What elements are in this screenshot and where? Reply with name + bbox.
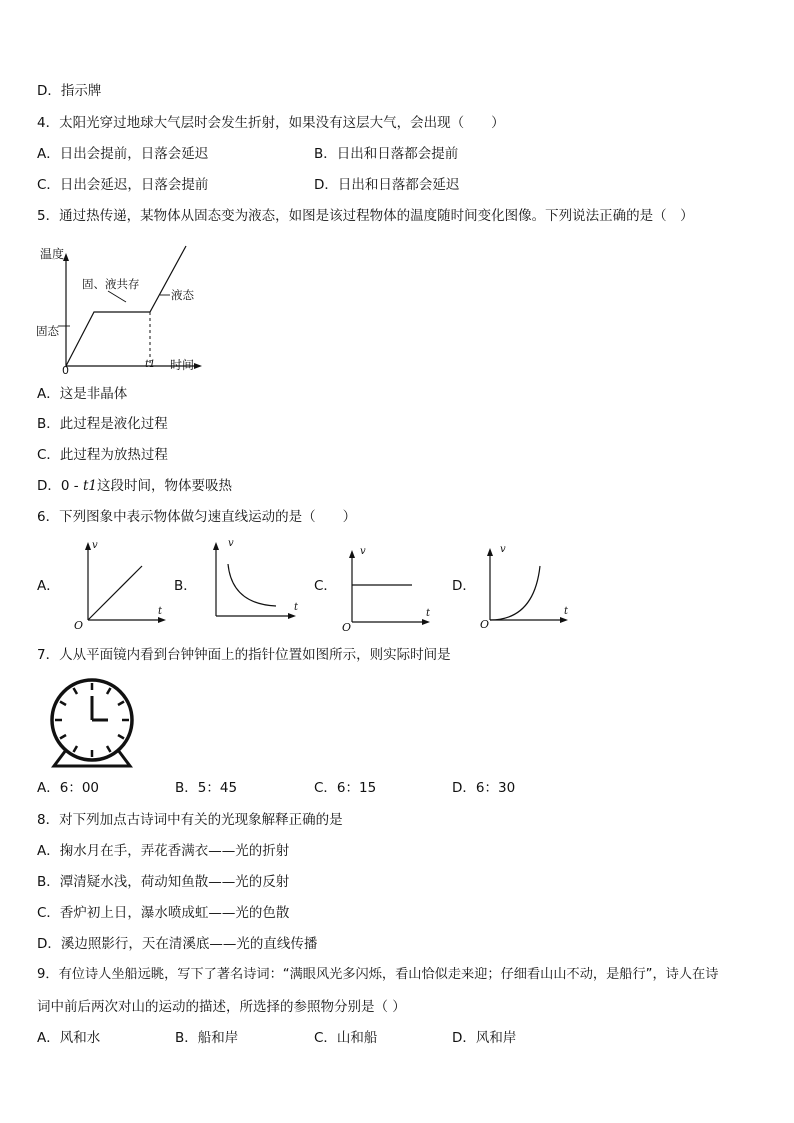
q6-label-b: B． (174, 578, 197, 594)
q5-option-d-t1: t1 (82, 478, 97, 494)
q6-graph-a-v: v (92, 540, 98, 551)
q6-graph-b (198, 534, 304, 630)
q8-stem: 8．对下列加点古诗词中有关的光现象解释正确的是 (37, 812, 343, 828)
q5-t1-label: t1 (145, 359, 156, 370)
q6-graph-d (478, 540, 578, 632)
q5-option-c: C．此过程为放热过程 (37, 447, 168, 463)
q4-option-a: A．日出会提前，日落会延迟 (37, 146, 209, 162)
q5-option-b: B．此过程是液化过程 (37, 416, 168, 432)
q6-graph-c-v: v (360, 546, 366, 557)
q6-graph-b-curve (228, 564, 276, 606)
q4-option-b: B．日出和日落都会提前 (314, 146, 459, 162)
q4-option-d: D．日出和日落都会延迟 (314, 177, 460, 193)
q6-graph-d-v: v (500, 544, 506, 555)
q5-option-d (37, 477, 232, 495)
q6-graph-a (64, 536, 170, 632)
q6-label-c: C． (314, 578, 337, 594)
q8-option-c: C．香炉初上日，瀑水喷成虹——光的色散 (37, 905, 290, 921)
q6-graph-a-o: O (74, 619, 84, 632)
q6-graph-b-v: v (228, 538, 234, 549)
q5-option-d-prefix: D．0 - (37, 478, 83, 494)
q6-graph-d-o: O (480, 618, 490, 631)
q5-stem: 5．通过热传递，某物体从固态变为液态，如图是该过程物体的温度随时间变化图像。下列说法正确的是（ ） (37, 208, 694, 224)
q6-graph-c (340, 542, 440, 634)
q5-solid-label: 固态 (36, 324, 59, 338)
q5-x-axis-arrow (194, 363, 202, 369)
q7-option-c: C．6：15 (314, 780, 377, 796)
q8-option-a: A．掬水月在手，弄花香满衣——光的折射 (37, 843, 290, 859)
q6-graph-c-t: t (426, 608, 431, 619)
q9-stem-line-2: 词中前后两次对山的运动的描述，所选择的参照物分别是（ ） (37, 999, 406, 1015)
q5-option-a: A．这是非晶体 (37, 386, 128, 402)
q6-graph-b-t: t (294, 602, 299, 613)
q6-label-d: D． (452, 578, 476, 594)
q7-option-d: D．6：30 (452, 780, 516, 796)
q9-option-a: A．风和水 (37, 1030, 101, 1046)
q5-ylabel: 温度 (40, 247, 65, 261)
q6-stem: 6．下列图象中表示物体做匀速直线运动的是（ ） (37, 509, 357, 525)
q7-stem: 7．人从平面镜内看到台钟钟面上的指针位置如图所示，则实际时间是 (37, 647, 451, 663)
q7-option-b: B．5：45 (175, 780, 238, 796)
q9-stem-line-1: 9．有位诗人坐船远眺，写下了著名诗词：“满眼风光多闪烁，看山恰似走来迎；仔细看山山不动，是船行”，诗人在诗 (37, 967, 719, 982)
q5-temperature-time-graph (36, 238, 211, 376)
q6-graph-a-t: t (158, 606, 163, 617)
q9-option-b: B．船和岸 (175, 1030, 239, 1046)
q5-mix-pointer (108, 291, 126, 302)
q6-label-a: A． (37, 578, 60, 594)
q5-origin-label: 0 (62, 364, 69, 377)
q5-liquid-label: 液态 (171, 288, 194, 302)
q9-option-d: D．风和岸 (452, 1030, 517, 1046)
q3-option-d: D．指示牌 (37, 83, 102, 99)
q5-temperature-curve (66, 246, 186, 366)
q7-option-a: A．6：00 (37, 780, 100, 796)
q4-option-c: C．日出会延迟，日落会提前 (37, 177, 209, 193)
q8-option-b: B．潭清疑水浅，荷动知鱼散——光的反射 (37, 874, 290, 890)
q5-xlabel: 时间 (170, 358, 195, 372)
q4-stem: 4．太阳光穿过地球大气层时会发生折射，如果没有这层大气，会出现（ ） (37, 115, 505, 131)
q8-option-d: D．溪边照影行，天在清溪底——光的直线传播 (37, 936, 318, 952)
q6-graph-d-curve (490, 566, 540, 620)
q6-graph-d-t: t (564, 606, 569, 617)
q6-graph-a-line (88, 566, 142, 620)
q6-graph-c-o: O (342, 621, 352, 634)
q5-mix-label: 固、液共存 (82, 277, 140, 291)
q7-clock-figure (46, 676, 138, 770)
q5-option-d-text: 这段时间，物体要吸热 (96, 478, 232, 494)
q9-option-c: C．山和船 (314, 1030, 378, 1046)
